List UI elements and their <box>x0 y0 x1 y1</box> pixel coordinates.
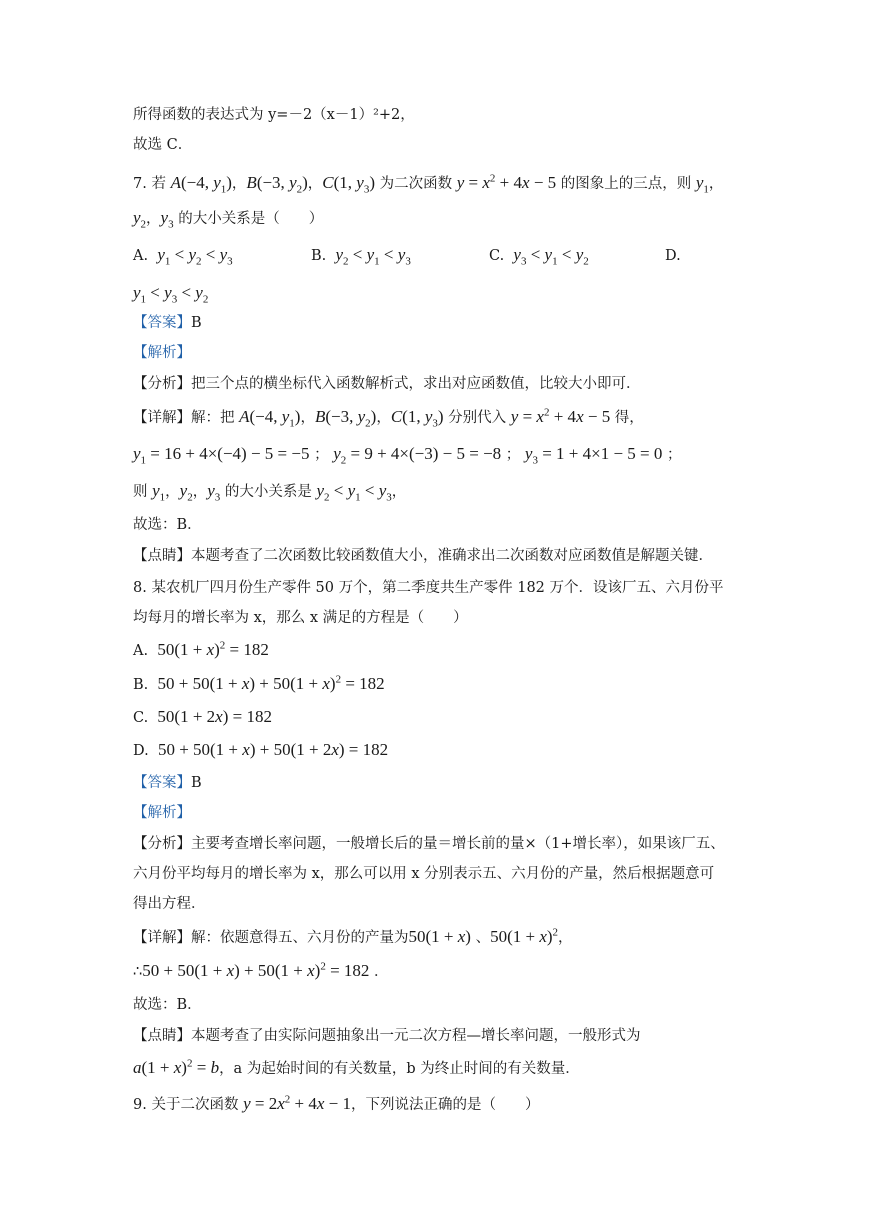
option-label: D. <box>665 248 681 264</box>
text: 9. 关于二次函数 <box>133 1097 244 1113</box>
math: $y_1 = 16 + 4\times(-4) - 5 = -5$ <box>133 444 310 467</box>
option-label: C. <box>489 248 505 264</box>
math: $y_3$ <box>207 481 221 504</box>
text-line <box>133 134 829 156</box>
text-line <box>133 607 829 629</box>
text-line <box>133 1025 829 1047</box>
analysis-7 <box>133 342 829 364</box>
text: 分别代入 <box>443 410 511 426</box>
text: ； <box>667 447 682 463</box>
text-line <box>133 373 829 395</box>
option-a: A. $y_1 < y_2 < y_3$ <box>133 245 233 268</box>
option-label: A. <box>133 643 149 659</box>
text: ； <box>505 447 521 463</box>
analysis-8 <box>133 802 829 824</box>
text-line <box>133 833 829 855</box>
option-label: A. <box>133 248 149 264</box>
text: 把三个点的横坐标代入函数解析式，求出对应函数值，比较大小即可． <box>191 376 641 392</box>
math: $50(1 + x)^2$ <box>490 926 559 946</box>
math: $y_2 < y_1 < y_3$ <box>316 481 392 504</box>
text: ， <box>192 484 208 500</box>
math: $y_2$ <box>179 481 193 504</box>
text: 均每月的增长率为 x，那么 x 满足的方程是（ ） <box>133 610 468 626</box>
text: ， <box>376 410 391 426</box>
text: ； <box>314 447 329 463</box>
math: $y_1$ <box>152 481 166 504</box>
math: C(1, $y_3$) <box>322 173 376 196</box>
tag: 【点睛】 <box>133 1028 191 1044</box>
text: ， <box>165 484 180 500</box>
option-b: B. $50 + 50(1 + x) + 50(1 + x)^2 = 182$ <box>133 673 385 693</box>
text: ， <box>146 211 161 227</box>
text: 的大小关系是（ ） <box>173 211 324 227</box>
answer-tag: 【答案】 <box>133 775 191 791</box>
math: $50 + 50(1 + x) + 50(1 + x)^2 = 182$ <box>142 960 370 980</box>
text: 解：把 <box>191 410 240 426</box>
math: $y_2$ <box>133 208 147 231</box>
answer-tag: 【答案】 <box>133 315 191 331</box>
text: ，a 为起始时间的有关数量，b 为终止时间的有关数量． <box>219 1061 580 1077</box>
math: $y_3$ <box>160 208 174 231</box>
option-a: A. $50(1 + x)^2 = 182$ <box>133 639 269 659</box>
answer-8 <box>133 772 829 794</box>
text-line <box>133 104 829 126</box>
tag: 【分析】 <box>133 836 191 852</box>
option-c: C. 50(1 + 2x) = 182 <box>133 707 272 726</box>
tag: 【分析】 <box>133 376 191 392</box>
math: $y = 2x^2 + 4x - 1$ <box>243 1093 351 1113</box>
text: 故选：B． <box>133 997 202 1013</box>
option-d: D. 50 + 50(1 + x) + 50(1 + 2x) = 182 <box>133 740 389 759</box>
text: 、 <box>470 930 491 946</box>
text-line <box>133 545 829 567</box>
text: 的图象上的三点，则 <box>556 176 696 192</box>
math: $a(1 + x)^2 = b$ <box>133 1057 220 1077</box>
text-line <box>133 1057 829 1080</box>
text: ， <box>307 176 323 192</box>
text-line <box>133 863 829 885</box>
math: $y = x^2 + 4x - 5$ <box>510 406 611 426</box>
text: ， <box>391 484 407 500</box>
text: ， <box>300 410 315 426</box>
text-line <box>133 926 829 949</box>
text: ． <box>369 964 389 980</box>
text: 的大小关系是 <box>220 484 317 500</box>
text-line <box>133 207 829 230</box>
math: A(−4, $y_1$) <box>239 407 301 430</box>
answer-7 <box>133 312 829 334</box>
options-row <box>133 244 829 267</box>
text: 则 <box>133 484 153 500</box>
option-label: B. <box>311 248 327 264</box>
option-label: B. <box>133 677 149 693</box>
answer-value: B <box>191 315 202 331</box>
answer-value: B <box>191 775 202 791</box>
math: $y = x^2 + 4x - 5$ <box>456 172 557 192</box>
text: 为二次函数 <box>375 176 457 192</box>
tag: 【详解】 <box>133 410 191 426</box>
text: 得出方程． <box>133 896 206 912</box>
option-label: C. <box>133 710 149 726</box>
tag: 【点睛】 <box>133 548 191 564</box>
text: 7. 若 <box>133 176 171 192</box>
math: $y_2 = 9 + 4\times(-3) - 5 = -8$ <box>333 444 502 467</box>
text: ，下列说法正确的是（ ） <box>350 1097 540 1113</box>
math: $y_3 = 1 + 4\times 1 - 5 = 0$ <box>524 444 663 467</box>
math: $y_1$ <box>695 173 709 196</box>
text: 主要考查增长率问题，一般增长后的量＝增长前的量×（1+增长率），如果该厂五、 <box>191 836 725 852</box>
text-line <box>133 480 829 503</box>
option-c: C. $y_3 < y_1 < y_2$ <box>489 245 589 268</box>
text-line <box>133 282 829 305</box>
therefore-symbol: ∴ <box>133 964 143 980</box>
text-line <box>133 443 829 466</box>
text: ， <box>708 176 724 192</box>
text: ， <box>231 176 247 192</box>
text: ， <box>558 930 573 946</box>
math: A(−4, $y_1$) <box>170 173 232 196</box>
analysis-tag: 【解析】 <box>133 345 191 361</box>
text: 本题考查了由实际问题抽象出一元二次方程—增长率问题，一般形式为 <box>191 1028 641 1044</box>
math: 50(1 + x) <box>408 927 471 946</box>
option-b: B. $y_2 < y_1 < y_3$ <box>311 245 411 268</box>
text-line <box>133 994 829 1016</box>
question-7 <box>133 172 829 195</box>
math: C(1, $y_3$) <box>390 407 444 430</box>
text-line <box>133 893 829 915</box>
text: 所得函数的表达式为 y=－2（x－1）²+2， <box>133 107 415 123</box>
question-8 <box>133 577 829 599</box>
text: 六月份平均每月的增长率为 x，那么可以用 x 分别表示五、六月份的产量，然后根据题意可 <box>133 866 715 882</box>
text-line <box>133 406 829 429</box>
text: 本题考查了二次函数比较函数值大小，准确求出二次函数对应函数值是解题关键． <box>191 548 713 564</box>
math: B(−3, $y_2$) <box>246 173 308 196</box>
option-d <box>665 245 681 267</box>
math: B(−3, $y_2$) <box>314 407 377 430</box>
text-line <box>133 960 829 983</box>
tag: 【详解】 <box>133 930 191 946</box>
text-line <box>133 514 829 536</box>
analysis-tag: 【解析】 <box>133 805 191 821</box>
text: 得， <box>610 410 644 426</box>
text: 解：依题意得五、六月份的产量为 <box>191 930 409 946</box>
option-label: D. <box>133 743 149 759</box>
text: 8. 某农机厂四月份生产零件 50 万个，第二季度共生产零件 182 万个．设该厂五、六月份平 <box>133 580 724 596</box>
text: 故选：B． <box>133 517 202 533</box>
question-9 <box>133 1093 829 1116</box>
text: 故选 C． <box>133 137 193 153</box>
math: $y_1 < y_3 < y_2$ <box>133 283 209 306</box>
